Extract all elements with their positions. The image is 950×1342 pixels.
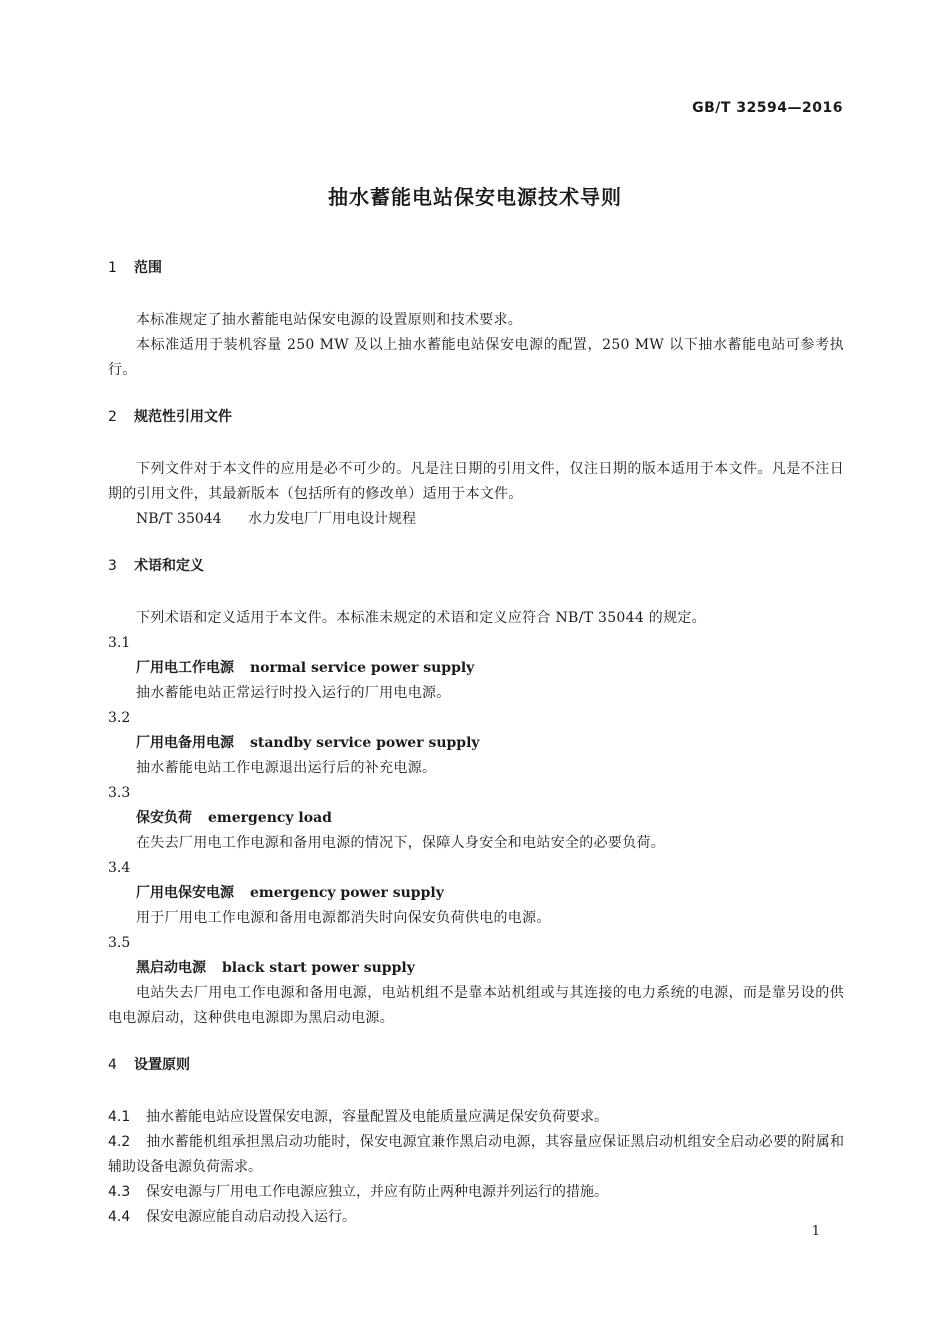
paragraph: 本标准规定了抽水蓄能电站保安电源的设置原则和技术要求。: [136, 312, 523, 328]
term-name: [108, 656, 844, 681]
term-number: 3.4: [108, 860, 131, 876]
term-name: [108, 806, 844, 831]
clause-number: 4.3: [108, 1184, 131, 1200]
term-definition: 抽水蓄能电站正常运行时投入运行的厂用电电源。: [136, 685, 451, 701]
term-name: [108, 731, 844, 756]
term-name-en: emergency load: [208, 810, 332, 826]
term-number: 3.1: [108, 635, 131, 651]
term-name-en: normal service power supply: [250, 660, 475, 676]
section-3-heading: [108, 554, 844, 578]
term-name-zh: 厂用电工作电源: [136, 660, 234, 676]
section-title: 设置原则: [134, 1057, 190, 1073]
term-name-zh: 保安负荷: [136, 810, 192, 826]
clause-text: 抽水蓄能电站应设置保安电源，容量配置及电能质量应满足保安负荷要求。: [146, 1109, 608, 1125]
paragraph: 本标准适用于装机容量 250 MW 及以上抽水蓄能电站保安电源的配置，250 MW 以下抽水蓄能电站可参考执行。: [108, 337, 844, 378]
term-number: 3.5: [108, 935, 131, 951]
reference-title: 水力发电厂厂用电设计规程: [248, 511, 416, 527]
clause-text: 保安电源应能自动启动投入运行。: [146, 1209, 356, 1225]
section-number: 4: [108, 1057, 117, 1073]
term-3-2: [108, 706, 844, 781]
term-number: 3.2: [108, 710, 131, 726]
paragraph: 下列文件对于本文件的应用是必不可少的。凡是注日期的引用文件，仅注日期的版本适用于本文件。凡是不注日期的引用文件，其最新版本（包括所有的修改单）适用于本文件。: [108, 461, 844, 502]
clause-4-4: [108, 1205, 844, 1230]
term-definition: 电站失去厂用电工作电源和备用电源，电站机组不是靠本站机组或与其连接的电力系统的电源，而是靠另设的供电电源启动，这种供电电源即为黑启动电源。: [108, 985, 844, 1026]
clause-number: 4.2: [108, 1134, 131, 1150]
term-definition: 用于厂用电工作电源和备用电源都消失时向保安负荷供电的电源。: [136, 910, 551, 926]
clause-4-2: [108, 1130, 844, 1180]
term-definition: 在失去厂用电工作电源和备用电源的情况下，保障人身安全和电站安全的必要负荷。: [136, 835, 666, 851]
section-title: 术语和定义: [134, 558, 204, 574]
section-title: 范围: [134, 260, 162, 276]
document-title: 抽水蓄能电站保安电源技术导则: [328, 185, 622, 209]
normative-reference: [108, 507, 844, 532]
term-3-1: [108, 631, 844, 706]
page-number: 1: [811, 1224, 820, 1239]
term-name-zh: 厂用电保安电源: [136, 885, 234, 901]
clause-4-1: [108, 1105, 844, 1130]
section-2-heading: [108, 405, 844, 429]
section-title: 规范性引用文件: [134, 409, 232, 425]
section-1-heading: [108, 256, 844, 280]
clause-number: 4.1: [108, 1109, 131, 1125]
standard-number: GB/T 32594—2016: [692, 100, 843, 116]
paragraph: 下列术语和定义适用于本文件。本标准未规定的术语和定义应符合 NB/T 35044 的规定。: [136, 610, 706, 626]
term-name-en: standby service power supply: [250, 735, 480, 751]
term-number: 3.3: [108, 785, 131, 801]
term-name: [108, 881, 844, 906]
term-name-en: black start power supply: [222, 960, 415, 976]
reference-code: NB/T 35044: [136, 511, 222, 527]
term-name-zh: 厂用电备用电源: [136, 735, 234, 751]
clause-4-3: [108, 1180, 844, 1205]
clause-text: 保安电源与厂用电工作电源应独立，并应有防止两种电源并列运行的措施。: [146, 1184, 608, 1200]
document-body: [108, 256, 844, 1230]
section-4-heading: [108, 1053, 844, 1077]
clause-number: 4.4: [108, 1209, 131, 1225]
term-definition: 抽水蓄能电站工作电源退出运行后的补充电源。: [136, 760, 437, 776]
term-3-3: [108, 781, 844, 856]
term-name-en: emergency power supply: [250, 885, 444, 901]
term-name-zh: 黑启动电源: [136, 960, 206, 976]
section-number: 1: [108, 260, 117, 276]
section-number: 3: [108, 558, 117, 574]
term-3-5: [108, 931, 844, 1031]
term-3-4: [108, 856, 844, 931]
term-name: [108, 956, 844, 981]
clause-text: 抽水蓄能机组承担黑启动功能时，保安电源宜兼作黑启动电源，其容量应保证黑启动机组安全启动必要的附属和辅助设备电源负荷需求。: [108, 1134, 844, 1175]
section-number: 2: [108, 409, 117, 425]
